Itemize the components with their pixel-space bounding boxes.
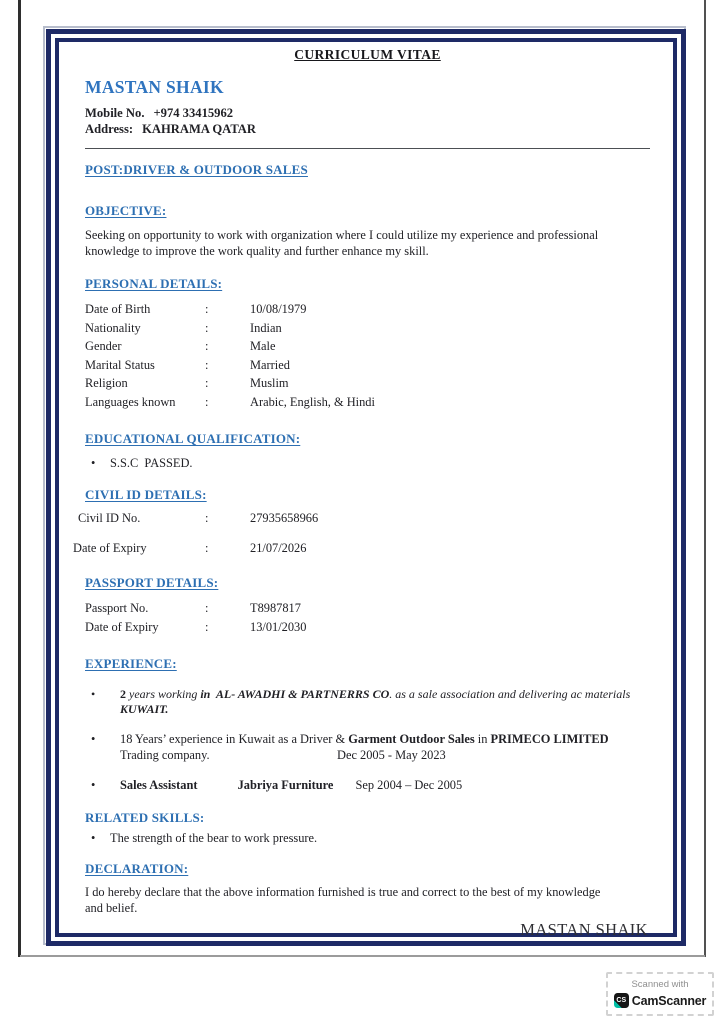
bullet-icon: • [91,456,96,471]
table-row [85,319,650,338]
row-colon: : [205,376,209,391]
row-colon: : [205,510,209,525]
row-value: Married [250,357,290,372]
row-value: Male [250,339,276,354]
exp2-intro: 18 Years’ experience in Kuwait as a Driver & [120,731,349,746]
camscanner-name: CamScanner [631,993,707,1008]
related-skills-heading: RELATED SKILLS: [85,810,205,826]
row-value: 13/01/2030 [250,619,307,634]
exp3-company: Jabriya Furniture [237,778,334,793]
cv-document [59,42,674,940]
row-value: 27935658966 [250,510,319,525]
exp2-dates: Dec 2005 - May 2023 [337,747,446,762]
declaration-heading: DECLARATION: [85,861,189,877]
row-label: Date of Expiry [73,541,147,556]
row-label: Civil ID No. [78,510,141,525]
row-colon: : [205,541,209,556]
exp2-role: Garment Outdoor Sales [348,731,475,746]
experience-item-2 [85,731,650,763]
mobile-label: Mobile No. [85,106,145,120]
camscanner-badge [606,972,714,1016]
post-heading: POST:DRIVER & OUTDOOR SALES [85,162,308,178]
table-row [85,618,650,637]
candidate-name: MASTAN SHAIK [85,77,224,97]
row-label: Date of Expiry [85,619,159,634]
row-label: Languages known [85,394,176,409]
education-bullet-text: S.S.C PASSED. [110,456,193,471]
row-colon: : [205,619,209,634]
row-value: Indian [250,320,282,335]
objective-text: Seeking on opportunity to work with organization where I could utilize my experience and professional knowledge to improve the work quality and further enhance my skill. [85,228,599,258]
address-value: KAHRAMA QATAR [142,122,256,137]
table-row [85,393,650,412]
passport-table [85,599,650,637]
table-row [78,509,650,528]
camscanner-logo-icon: CS [614,993,629,1008]
experience-item-1-text [120,687,630,718]
experience-item-3-text [120,777,462,793]
experience-item-2-text [120,731,609,763]
exp3-role: Sales Assistant [120,778,198,793]
row-colon: : [205,394,209,409]
table-row [73,539,650,558]
personal-details-table [85,300,650,411]
table-row [85,300,650,319]
row-label: Gender [85,339,122,354]
row-label: Date of Birth [85,302,151,317]
contact-block [85,105,650,137]
scan-edge-bottom [20,955,705,957]
scan-edge-right [704,0,706,957]
personal-details-heading: PERSONAL DETAILS: [85,276,223,292]
exp2-company-cont: Trading company. [120,747,210,762]
row-colon: : [205,600,209,615]
exp2-company: PRIMECO LIMITED [490,731,609,746]
declaration-text: I do hereby declare that the above information furnished is true and correct to the best of my knowledge and belief. [85,885,601,915]
education-bullet [85,455,650,471]
passport-heading: PASSPORT DETAILS: [85,574,219,590]
bullet-icon: • [91,686,96,701]
row-value: 10/08/1979 [250,302,307,317]
scan-edge-left [18,0,21,957]
bullet-icon: • [91,731,96,746]
row-label: Religion [85,376,128,391]
mobile-line [85,105,650,121]
row-colon: : [205,320,209,335]
exp1-role: . as a sale association and delivering ac materials [389,686,631,701]
camscanner-branding [612,993,708,1008]
signature-name: MASTAN SHAIK [520,919,648,939]
row-value: Muslim [250,376,289,391]
experience-heading: EXPERIENCE: [85,655,177,671]
exp1-phrase: years working [126,686,201,701]
objective-heading: OBJECTIVE: [85,203,167,219]
exp3-dates: Sep 2004 – Dec 2005 [355,778,463,793]
mobile-value: +974 33415962 [153,106,234,120]
civil-id-table [73,509,650,558]
table-row [85,356,650,375]
experience-item-1-line1 [120,687,630,703]
row-colon: : [205,339,209,354]
divider-line [85,148,650,149]
table-row [85,337,650,356]
address-label: Address: [85,122,134,137]
experience-item-2-line2 [120,747,609,763]
skills-bullet [85,830,650,846]
skills-bullet-text: The strength of the bear to work pressure. [110,831,318,846]
experience-item-2-line1 [120,731,609,747]
experience-item-3 [85,777,650,793]
row-colon: : [205,357,209,372]
exp1-years: 2 [120,686,126,701]
row-colon: : [205,302,209,317]
experience-item-1 [85,687,650,718]
table-row [85,599,650,618]
row-label: Marital Status [85,357,155,372]
row-value: Arabic, English, & Hindi [250,394,375,409]
bullet-icon: • [91,778,96,793]
exp1-company: in AL- AWADHI & PARTNERRS CO [200,686,390,701]
exp1-location: KUWAIT. [120,702,169,717]
row-value: T8987817 [250,600,301,615]
exp2-in: in [474,731,491,746]
education-heading: EDUCATIONAL QUALIFICATION: [85,431,301,447]
bullet-icon: • [91,831,96,846]
scanned-with-label: Scanned with [631,979,689,990]
civil-id-heading: CIVIL ID DETAILS: [85,486,207,502]
row-label: Nationality [85,320,141,335]
row-label: Passport No. [85,600,149,615]
address-line [85,121,650,137]
table-row [85,374,650,393]
row-value: 21/07/2026 [250,541,307,556]
cv-title: CURRICULUM VITAE [294,47,441,62]
